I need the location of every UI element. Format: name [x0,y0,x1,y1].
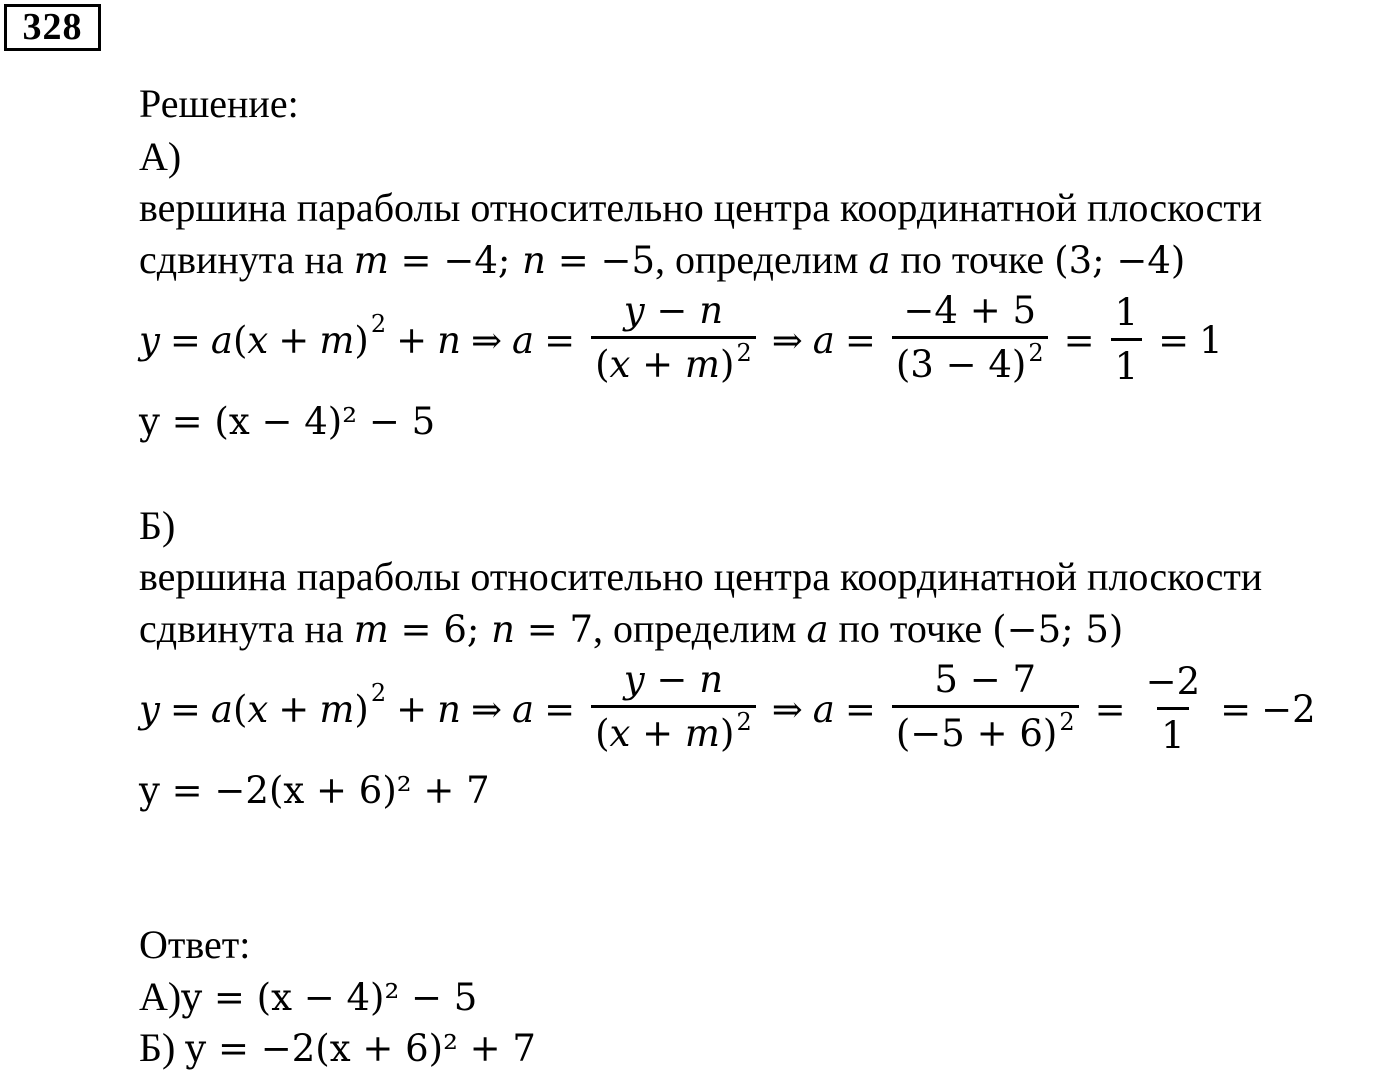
part-b-text-line1: вершина параболы относительно центра координатной плоскости [139,554,1263,599]
part-a-point: (3; −4) [1054,239,1186,282]
part-b-formula: y = a ( x + m ) $^2$ + n ⇒ a = $\frac{y - n}{(x + m)^2}$ ⇒ a = $\frac{5 - 7}{(-5 + 6)^2}$ = $\frac{-2}{1}$ = −2 [139,659,1316,759]
part-b-m-value: 6 [443,608,467,651]
part-a-label: А) [139,134,182,179]
answer-b-equation: y = −2(x + 6)² + 7 [185,1027,536,1070]
part-b-point: (−5; 5) [992,608,1124,651]
part-a-ratio-fraction: $\frac{1}{1}$ [1111,291,1143,389]
answer-b-label: Б) [139,1025,176,1070]
part-b-by-point-text: по точке [838,606,983,651]
part-a-shift-prefix: сдвинута на [139,237,344,282]
part-b-shift-prefix: сдвинута на [139,606,344,651]
answer-heading: Ответ: [139,922,251,967]
part-a-final-equation: y = (x − 4)² − 5 [139,400,436,443]
part-b-define-text: , определим [593,606,797,651]
part-a-text-line2: сдвинута на m = −4; n = −5, определим a по точке (3; −4) [139,237,1186,282]
part-b-label: Б) [139,503,176,548]
part-a-n-value: −5 [600,239,656,282]
part-a-define-text: , определим [655,237,859,282]
part-a-text-line1: вершина параболы относительно центра координатной плоскости [139,185,1263,230]
solution-heading: Решение: [139,81,299,126]
part-a-by-point-text: по точке [900,237,1045,282]
answer-a-equation: y = (x − 4)² − 5 [181,976,478,1019]
part-b-final-equation: y = −2(x + 6)² + 7 [139,769,490,812]
part-b-ratio-fraction: $\frac{-2}{1}$ [1145,660,1201,757]
part-a-result: 1 [1199,318,1223,362]
part-a-m-value: −4 [443,239,498,282]
part-b-n-value: 7 [569,608,594,651]
part-b-result: −2 [1261,687,1316,731]
answer-b [139,1024,536,1073]
part-a-formula: y = a ( x + m ) $^2$ + n ⇒ a = $\frac{y - n}{(x + m)^2}$ ⇒ a = $\frac{-4 + 5}{(3 - 4)^2}$ = $\frac{1}{1}$ = 1 [139,290,1223,390]
part-b-text-line2: сдвинута на m = 6; n = 7, определим a по точке (−5; 5) [139,606,1124,651]
part-b-calc-fraction: $\frac{5 - 7}{(-5 + 6)^2}$ [892,658,1079,760]
part-a-calc-fraction: $\frac{-4 + 5}{(3 - 4)^2}$ [892,289,1048,391]
problem-number: 328 [4,4,101,51]
answer-a [139,973,477,1022]
answer-a-label: А) [139,974,182,1019]
